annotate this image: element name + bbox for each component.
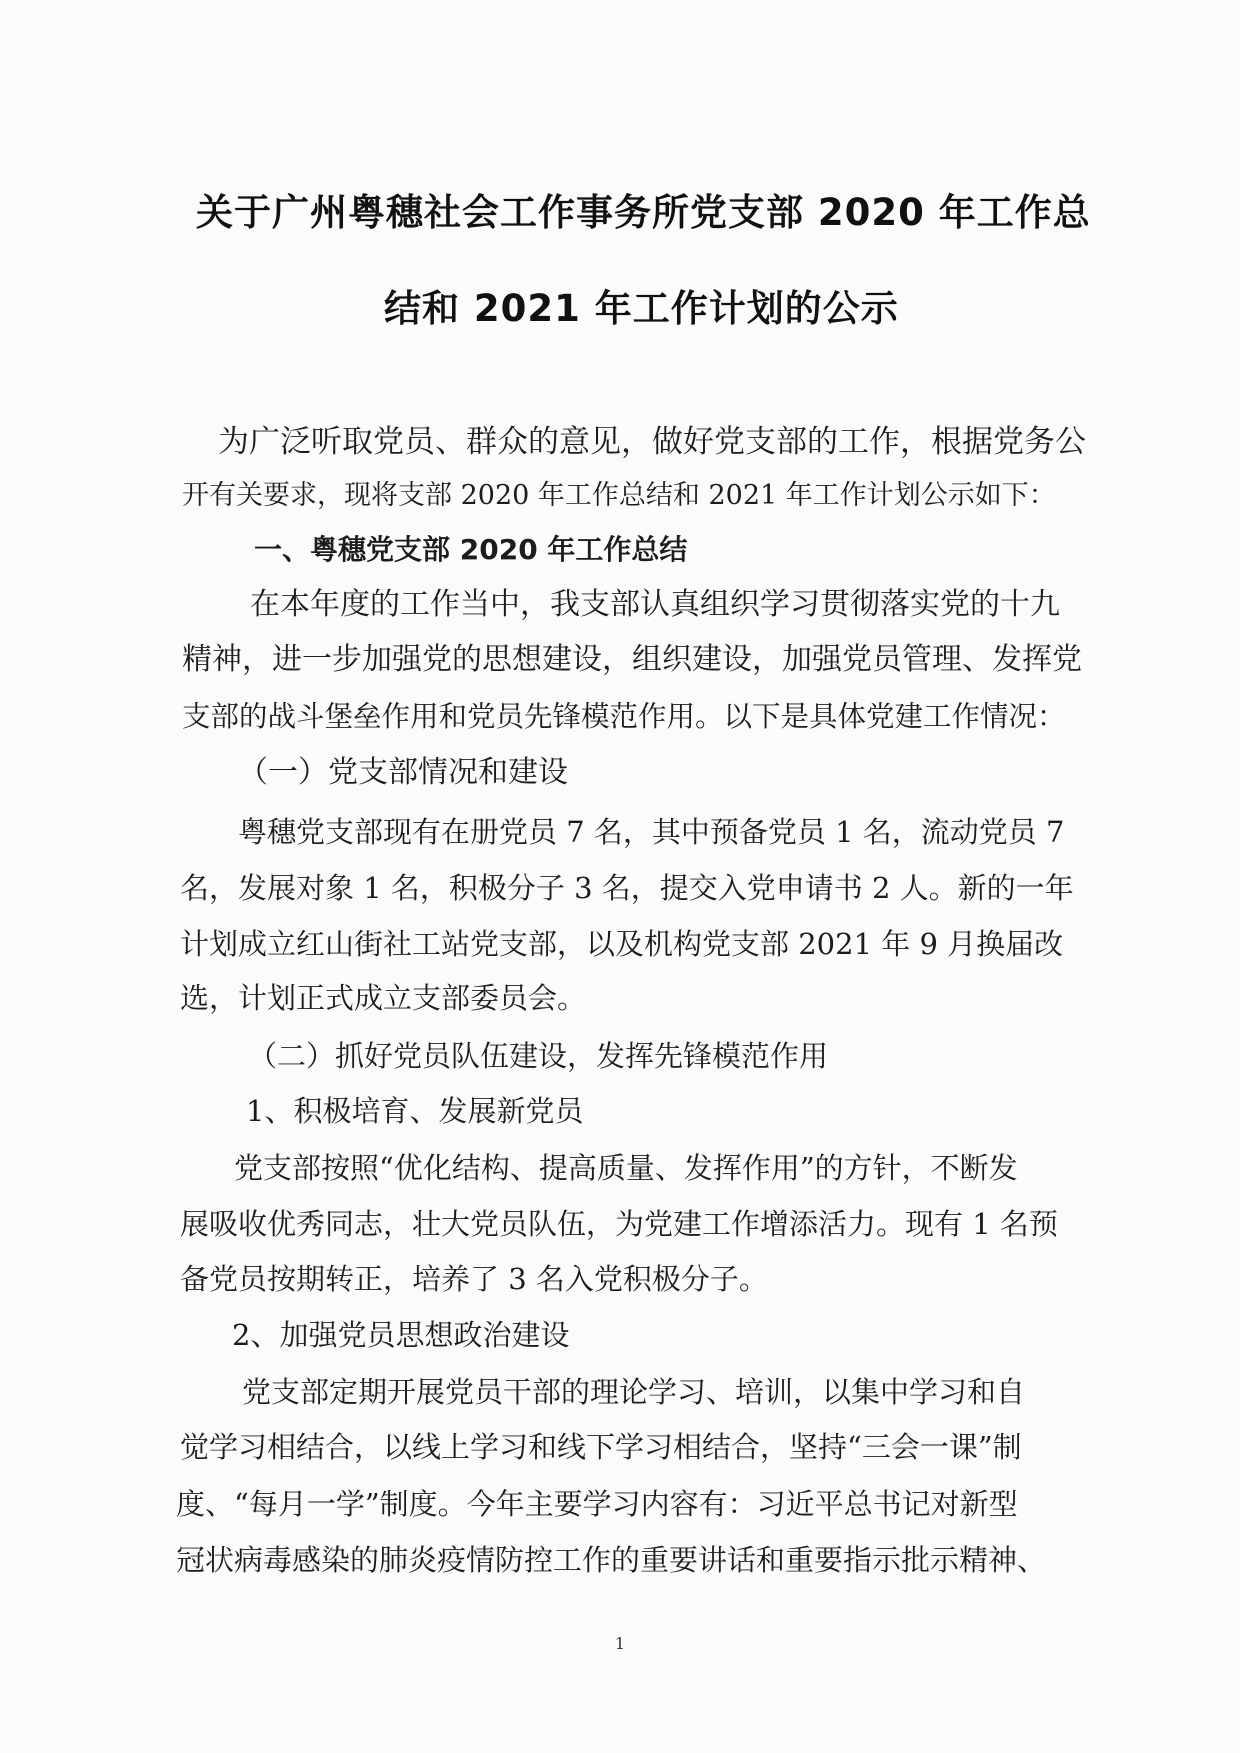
paragraph-line: 精神，进一步加强党的思想建设，组织建设，加强党员管理、发挥党 bbox=[182, 642, 1082, 677]
paragraph-line: 党支部定期开展党员干部的理论学习、培训，以集中学习和自 bbox=[242, 1375, 1026, 1409]
subsection-item-heading: 1、积极培育、发展新党员 bbox=[246, 1094, 584, 1128]
page-number: 1 bbox=[614, 1634, 626, 1653]
paragraph-line: 为广泛听取党员、群众的意见，做好党支部的工作，根据党务公 bbox=[218, 424, 1086, 460]
paragraph-line: 度、“每月一学”制度。今年主要学习内容有：习近平总书记对新型 bbox=[176, 1487, 1018, 1521]
paragraph-line: 展吸收优秀同志，壮大党员队伍，为党建工作增添活力。现有 1 名预 bbox=[180, 1207, 1058, 1241]
document-title-line-1: 关于广州粤穗社会工作事务所党支部 2020 年工作总 bbox=[196, 191, 1091, 234]
paragraph-line: 粤穗党支部现有在册党员 7 名，其中预备党员 1 名，流动党员 7 bbox=[238, 815, 1065, 849]
paragraph-line: 备党员按期转正，培养了 3 名入党积极分子。 bbox=[180, 1262, 768, 1296]
paragraph-line: 支部的战斗堡垒作用和党员先锋模范作用。以下是具体党建工作情况： bbox=[182, 700, 1066, 733]
document-title-line-2: 结和 2021 年工作计划的公示 bbox=[384, 287, 899, 330]
paragraph-line: 开有关要求，现将支部 2020 年工作总结和 2021 年工作计划公示如下： bbox=[182, 480, 1056, 511]
paragraph-line: 党支部按照“优化结构、提高质量、发挥作用”的方针，不断发 bbox=[234, 1151, 1018, 1185]
subsection-heading: （二）抓好党员队伍建设，发挥先锋模范作用 bbox=[248, 1039, 829, 1073]
subsection-heading: （一）党支部情况和建设 bbox=[238, 755, 568, 790]
paragraph-line: 选，计划正式成立支部委员会。 bbox=[180, 981, 587, 1015]
paragraph-line: 名，发展对象 1 名，积极分子 3 名，提交入党申请书 2 人。新的一年 bbox=[180, 871, 1074, 905]
subsection-item-heading: 2、加强党员思想政治建设 bbox=[232, 1318, 570, 1352]
paragraph-line: 冠状病毒感染的肺炎疫情防控工作的重要讲话和重要指示批示精神、 bbox=[176, 1543, 1047, 1577]
paragraph-line: 在本年度的工作当中，我支部认真组织学习贯彻落实党的十九 bbox=[250, 587, 1060, 622]
paragraph-line: 计划成立红山街社工站党支部，以及机构党支部 2021 年 9 月换届改 bbox=[180, 927, 1064, 961]
section-heading: 一、粤穗党支部 2020 年工作总结 bbox=[254, 533, 688, 566]
paragraph-line: 觉学习相结合，以线上学习和线下学习相结合，坚持“三会一课”制 bbox=[180, 1430, 1022, 1464]
